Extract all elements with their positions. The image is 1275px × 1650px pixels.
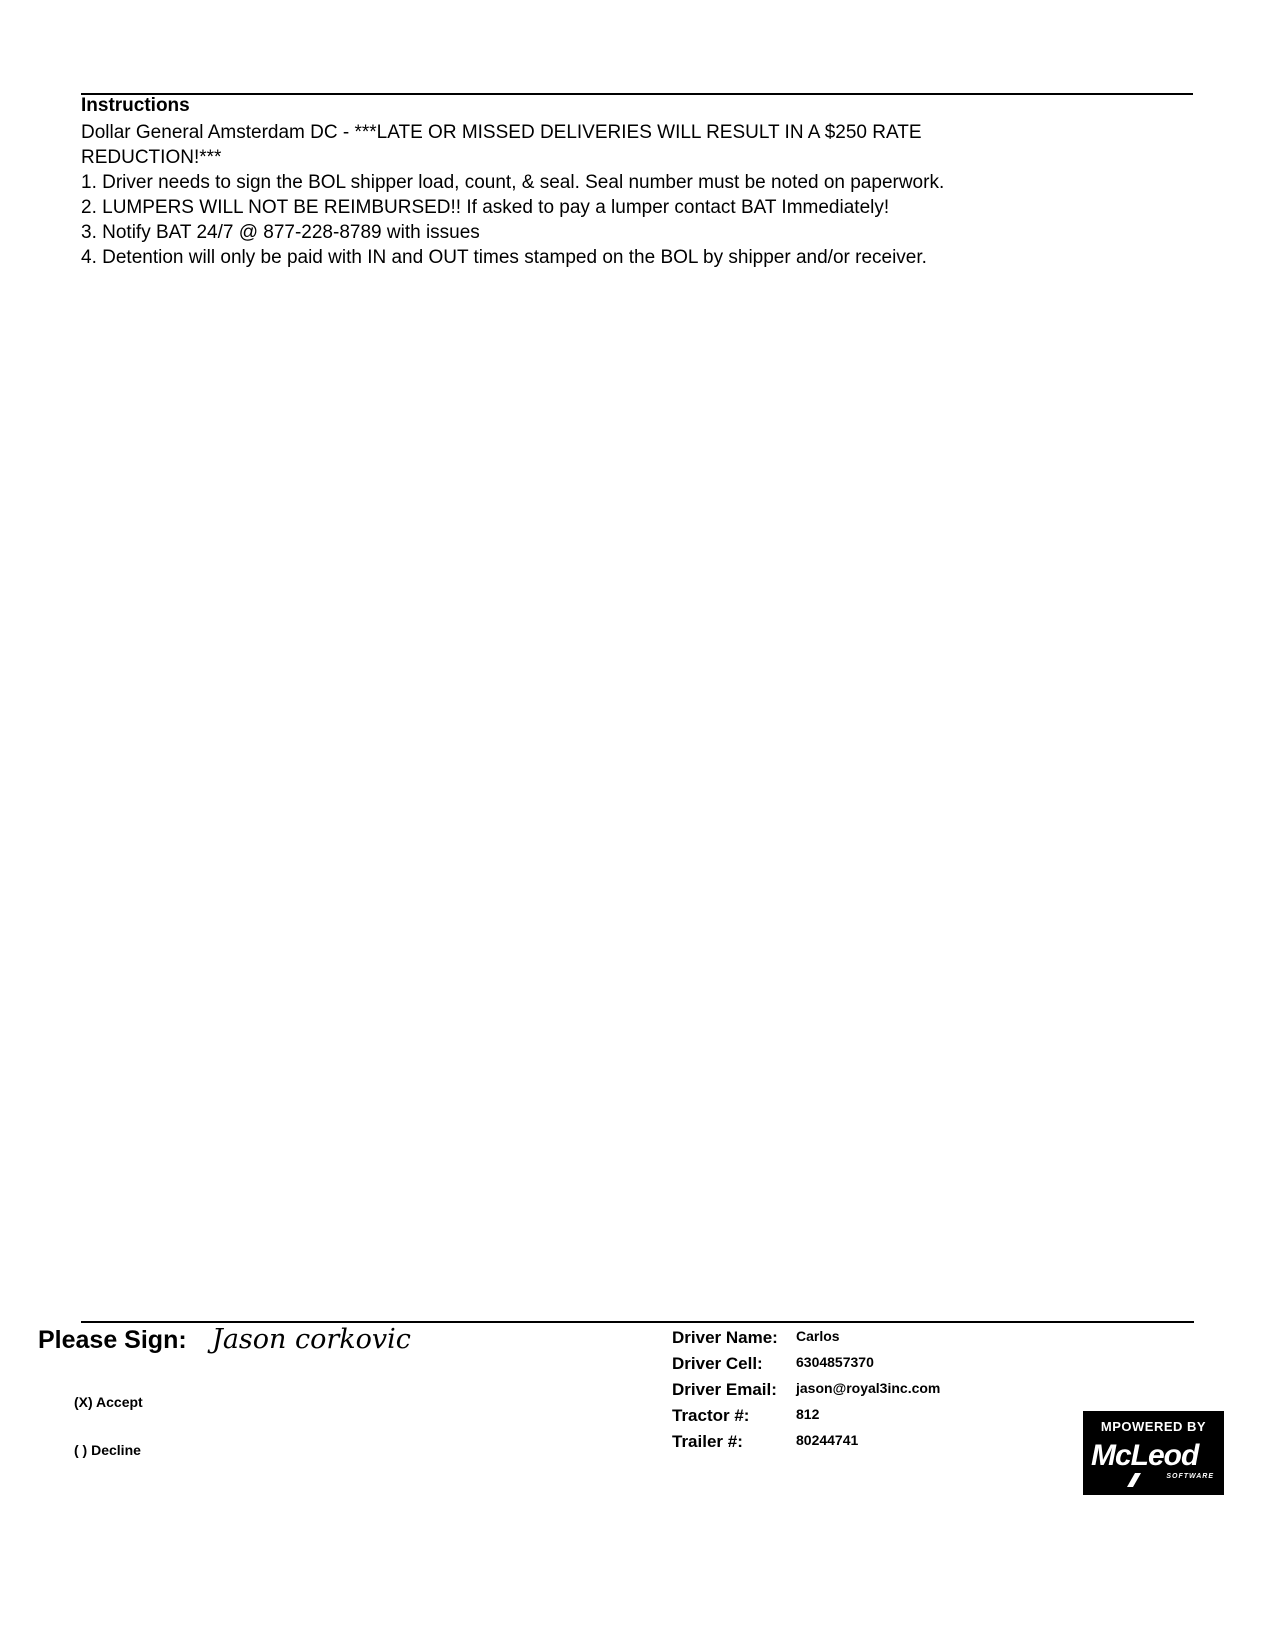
trailer-label: Trailer #:	[672, 1432, 743, 1451]
logo-powered-by: MPOWERED BY	[1100, 1419, 1207, 1434]
instructions-intro: Dollar General Amsterdam DC - ***LATE OR MISSED DELIVERIES WILL RESULT IN A $250 RATE REDUCTION!***	[81, 122, 922, 168]
driver-cell-value: 6304857370	[796, 1354, 874, 1370]
driver-email-label: Driver Email:	[672, 1380, 777, 1399]
instruction-item-1: 1. Driver needs to sign the BOL shipper load, count, & seal. Seal number must be noted on paperwork.	[81, 172, 945, 193]
decline-option[interactable]: ( ) Decline	[74, 1442, 141, 1458]
driver-email-value: jason@royal3inc.com	[796, 1380, 941, 1396]
tractor-value: 812	[796, 1406, 820, 1422]
tractor-label: Tractor #:	[672, 1406, 750, 1425]
instruction-item-3: 3. Notify BAT 24/7 @ 877-228-8789 with issues	[81, 222, 480, 243]
accept-option[interactable]: (X) Accept	[74, 1394, 143, 1410]
driver-name-label: Driver Name:	[672, 1328, 778, 1347]
instruction-item-4: 4. Detention will only be paid with IN and OUT times stamped on the BOL by shipper and/or receiver.	[81, 247, 927, 268]
instructions-heading: Instructions	[81, 95, 190, 116]
signature-field[interactable]: Jason corkovic	[212, 1324, 411, 1355]
instructions-section	[81, 95, 1193, 270]
driver-cell-label: Driver Cell:	[672, 1354, 763, 1373]
driver-name-value: Carlos	[796, 1328, 840, 1344]
please-sign-label: Please Sign:	[38, 1326, 187, 1354]
logo-slash-icon	[1127, 1473, 1149, 1487]
instruction-item-2: 2. LUMPERS WILL NOT BE REIMBURSED!! If asked to pay a lumper contact BAT Immediately!	[81, 197, 890, 218]
mcleod-logo	[1083, 1411, 1224, 1495]
logo-software: SOFTWARE	[1166, 1473, 1214, 1480]
trailer-value: 80244741	[796, 1432, 859, 1448]
logo-brand: McLeod	[1091, 1439, 1199, 1472]
